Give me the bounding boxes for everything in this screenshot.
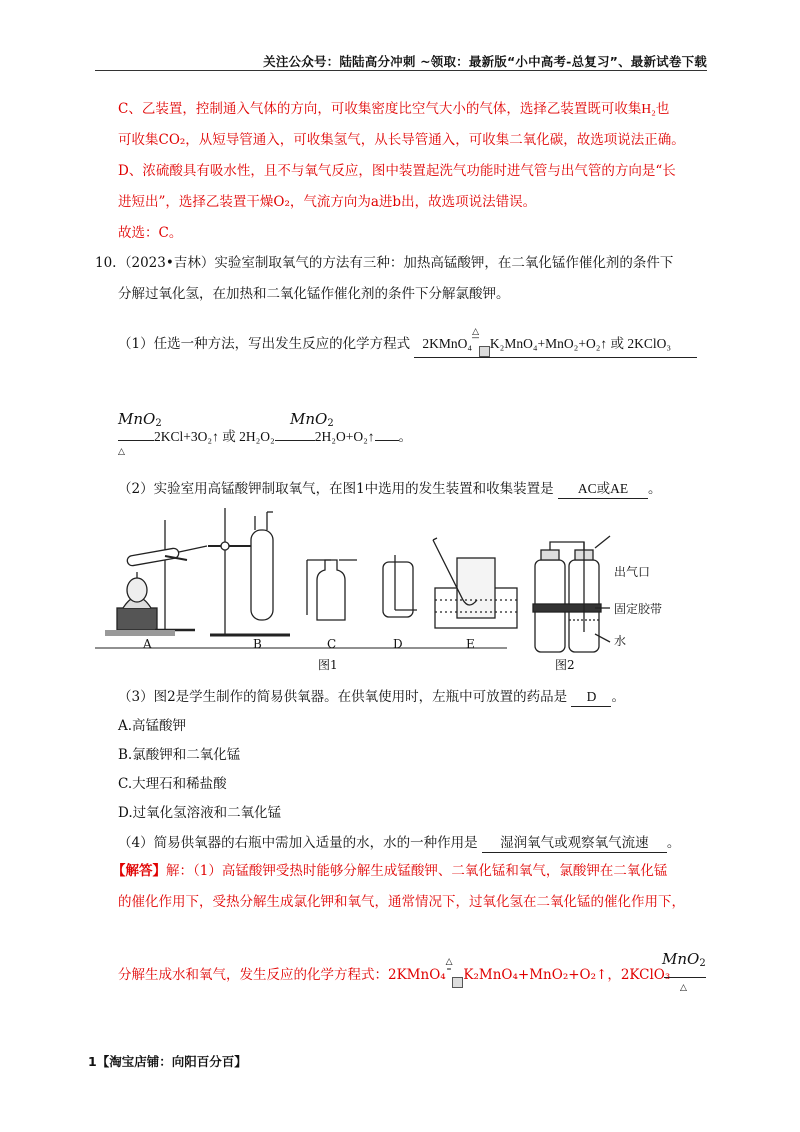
figure-label-b: B xyxy=(253,637,262,651)
figure2-caption: 图2 xyxy=(555,658,575,672)
figure2-label-outlet: 出气口 xyxy=(614,565,651,579)
option-c: C.大理石和稀盐酸 xyxy=(118,776,227,792)
figure2-label-tape: 固定胶带 xyxy=(614,602,663,616)
reaction-condition-box xyxy=(479,346,490,357)
apparatus-a xyxy=(105,520,207,636)
figure-label-a: A xyxy=(143,637,152,651)
apparatus-e xyxy=(433,538,517,628)
solution-line3: 分解生成水和氧气，发生反应的化学方程式：2KMnO₄ △ ¯ K₂MnO₄+MnO₂+O₂↑，2KClO₃ xyxy=(118,966,670,988)
apparatus-b xyxy=(208,508,290,635)
apparatus-figure xyxy=(95,500,715,680)
solution-line2: 的催化作用下，受热分解生成氯化钾和氧气，通常情况下，过氧化氢在二氧化锰的催化作用下， xyxy=(118,894,685,910)
option-d-line1: D、浓硫酸具有吸水性，且不与氧气反应，图中装置起洗气功能时进气管与出气管的方向是“长 xyxy=(118,163,676,179)
option-a: A.高锰酸钾 xyxy=(118,718,187,734)
figure-label-e: E xyxy=(466,637,475,651)
condition-line xyxy=(664,977,706,978)
apparatus-c xyxy=(307,560,357,620)
page-header: 关注公众号：陆陆高分冲刺 ~领取：最新版“小中高考-总复习”、最新试卷下载 xyxy=(263,54,707,69)
part4-prompt: （4）简易供氧器的右瓶中需加入适量的水，水的一种作用是 湿润氧气或观察氧气流速 。 xyxy=(118,835,681,851)
figure-label-d: D xyxy=(393,637,403,651)
option-b: B.氯酸钾和二氧化锰 xyxy=(118,747,241,763)
figure-label-c: C xyxy=(327,637,337,651)
catalyst-label-2: MnO$_2$ xyxy=(290,410,334,429)
heat-symbol: △ xyxy=(118,447,125,457)
option-c-line2: 可收集CO₂，从短导管通入，可收集氢气，从长导管通入，可收集二氧化碳，故选项说法正确。 xyxy=(118,132,685,148)
part1-prompt: （1）任选一种方法，写出发生反应的化学方程式 2KMnO₄ △ ¯ K₂MnO₄+MnO₂+O₂↑ 或 2KClO₃ xyxy=(118,335,697,358)
oxygen-supplier-figure xyxy=(533,536,610,652)
part3-answer-blank: D xyxy=(571,688,611,707)
figure1-caption: 图1 xyxy=(318,658,338,672)
part4-answer-blank: 湿润氧气或观察氧气流速 xyxy=(482,834,667,853)
catalyst-label-3: MnO$_2$ xyxy=(662,950,706,969)
option-d: D.过氧化氢溶液和二氧化锰 xyxy=(118,805,282,821)
part3-prompt: （3）图2是学生制作的简易供氧器。在供氧使用时，左瓶中可放置的药品是 D 。 xyxy=(118,689,625,705)
part2-answer-blank: AC或AE xyxy=(558,480,648,499)
question-stem-1: （2023•吉林）实验室制取氧气的方法有三种：加热高锰酸钾，在二氧化锰作催化剂的条件下 xyxy=(118,255,674,271)
question-stem-2: 分解过氧化氢，在加热和二氧化锰作催化剂的条件下分解氯酸钾。 xyxy=(118,286,510,302)
part2-prompt: （2）实验室用高锰酸钾制取氧气，在图1中选用的发生装置和收集装置是 AC或AE 。 xyxy=(118,481,662,497)
solution-line1: 【解答】解：（1）高锰酸钾受热时能够分解生成锰酸钾、二氧化锰和氧气，氯酸钾在二氧化锰 xyxy=(112,863,668,879)
part1-answer-blank: 2KMnO₄ △ ¯ K₂MnO₄+MnO₂+O₂↑ 或 2KClO₃ xyxy=(414,335,697,358)
prev-answer: 故选：C。 xyxy=(118,225,183,241)
reaction-condition-box-2 xyxy=(452,977,463,988)
page-footer: 1【淘宝店铺：向阳百分百】 xyxy=(88,1054,247,1069)
header-rule xyxy=(95,70,707,71)
figure2-label-water: 水 xyxy=(614,634,627,648)
option-d-line2: 进短出”，选择乙装置干燥O₂，气流方向为a进b出，故选项说法错误。 xyxy=(118,194,537,210)
option-c-line1: C、乙装置，控制通入气体的方向，可收集密度比空气大小的气体，选择乙装置既可收集H₂也 xyxy=(118,101,670,117)
apparatus-d xyxy=(383,555,417,617)
heat-symbol-2: △ xyxy=(680,983,687,993)
question-number: 10. xyxy=(95,255,117,271)
part1-answer-continued: 2KCl+3O₂↑ 或 2H₂O₂ 2H₂O+O₂↑ 。 xyxy=(118,428,412,446)
catalyst-label-1: MnO$_2$ xyxy=(118,410,162,429)
